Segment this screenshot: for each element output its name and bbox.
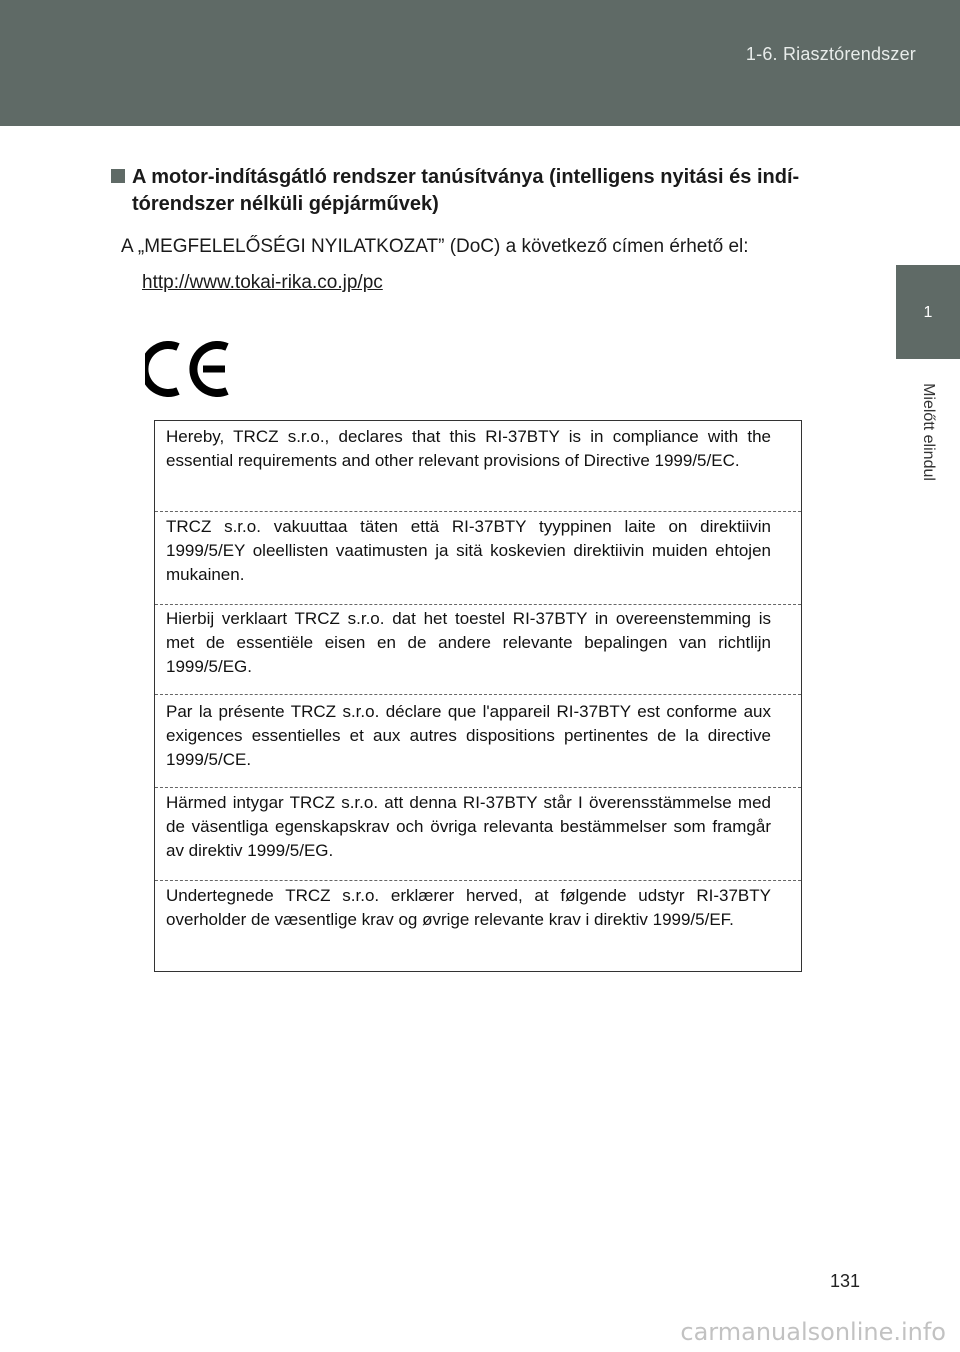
chapter-number: 1 xyxy=(923,304,933,321)
declaration-french: Par la présente TRCZ s.r.o. déclare que l'appareil RI-37BTY est conforme aux exigences essentielles et aux autres dispositions pertinentes de la directive 1999/5/CE. xyxy=(166,702,771,769)
watermark: carmanualsonline.info xyxy=(680,1318,946,1346)
doc-url-link[interactable]: http://www.tokai-rika.co.jp/pc xyxy=(142,272,383,293)
declaration-box xyxy=(154,420,802,972)
section-heading xyxy=(111,164,846,218)
divider xyxy=(155,511,801,512)
header-band xyxy=(0,0,960,126)
chapter-label: Mielőtt elindul xyxy=(920,383,937,481)
divider xyxy=(155,694,801,695)
heading-line-2: tórendszer nélküli gépjárművek) xyxy=(132,193,439,215)
declaration-finnish: TRCZ s.r.o. vakuuttaa täten että RI-37BTY tyyppinen laite on direktiivin 1999/5/EY oleellisten vaatimusten ja sitä koskevien direktiivin muiden ehtojen mukainen. xyxy=(166,517,771,584)
declaration-swedish: Härmed intygar TRCZ s.r.o. att denna RI-37BTY står I överensstämmelse med de väsentliga egenskapskrav och övriga relevanta bestämmelser som framgår av direktiv 1999/5/EG. xyxy=(166,793,771,860)
declaration-danish: Undertegnede TRCZ s.r.o. erklærer herved, at følgende udstyr RI-37BTY overholder de væsentlige krav og øvrige relevante krav i direktiv 1999/5/EF. xyxy=(166,886,771,929)
divider xyxy=(155,787,801,788)
heading-line-1: A motor-indításgátló rendszer tanúsítványa (intelligens nyitási és indí- xyxy=(132,166,800,188)
page-number: 131 xyxy=(830,1271,861,1291)
intro-text: A „MEGFELELŐSÉGI NYILATKOZAT” (DoC) a következő címen érhető el: xyxy=(121,236,749,257)
declaration-english: Hereby, TRCZ s.r.o., declares that this RI-37BTY is in compliance with the essential requirements and other relevant provisions of Directive 1999/5/EC. xyxy=(166,427,771,470)
divider xyxy=(155,880,801,881)
divider xyxy=(155,604,801,605)
square-bullet-icon xyxy=(111,169,125,183)
ce-mark-icon xyxy=(145,338,235,400)
section-title: 1-6. Riasztórendszer xyxy=(745,44,916,64)
declaration-dutch: Hierbij verklaart TRCZ s.r.o. dat het toestel RI-37BTY in overeenstemming is met de essentiële eisen en de andere relevante bepalingen van richtlijn 1999/5/EG. xyxy=(166,609,771,676)
chapter-tab[interactable] xyxy=(896,265,960,359)
